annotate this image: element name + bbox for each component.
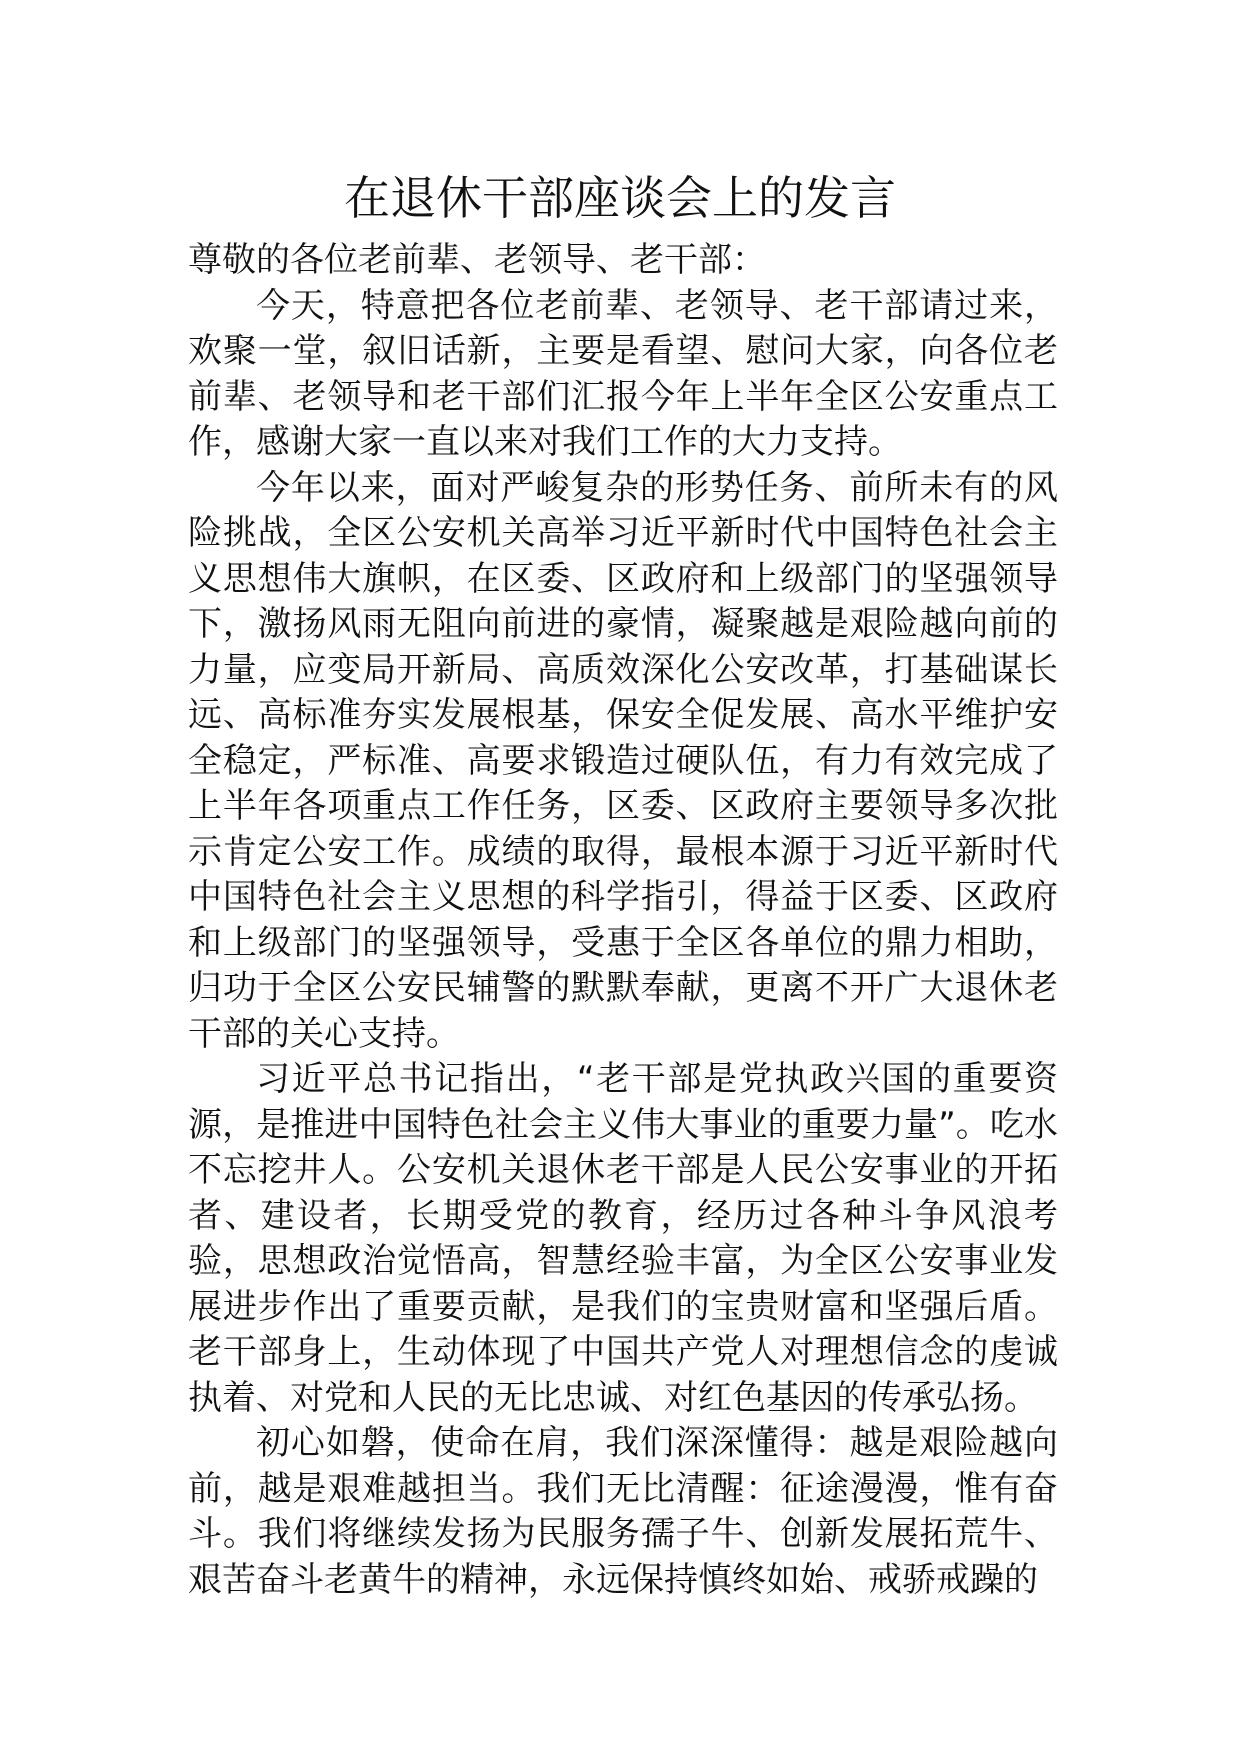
paragraph-opening: 今天，特意把各位老前辈、老领导、老干部请过来，欢聚一堂，叙旧话新，主要是看望、慰问大家，向各位老前辈、老领导和老干部们汇报今年上半年全区公安重点工作，感谢大家一直以来对我们工作的大力支持。 (188, 285, 1058, 462)
paragraph-veteran-cadres: 习近平总书记指出，“老干部是党执政兴国的重要资源，是推进中国特色社会主义伟大事业的重要力量”。吃水不忘挖井人。公安机关退休老干部是人民公安事业的开拓者、建设者，长期受党的教育，经历过各种斗争风浪考验，思想政治觉悟高，智慧经验丰富，为全区公安事业发展进步作出了重要贡献，是我们的宝贵财富和坚强后盾。老干部身上，生动体现了中国共产党人对理想信念的虔诚执着、对党和人民的无比忠诚、对红色基因的传承弘扬。 (188, 1059, 1058, 1418)
paragraph-achievements: 今年以来，面对严峻复杂的形势任务、前所未有的风险挑战，全区公安机关高举习近平新时代中国特色社会主义思想伟大旗帜，在区委、区政府和上级部门的坚强领导下，激扬风雨无阻向前进的豪情，凝聚越是艰险越向前的力量，应变局开新局、高质效深化公安改革，打基础谋长远、高标准夯实发展根基，保安全促发展、高水平维护安全稳定，严标准、高要求锻造过硬队伍，有力有效完成了上半年各项重点工作任务，区委、区政府主要领导多次批示肯定公安工作。成绩的取得，最根本源于习近平新时代中国特色社会主义思想的科学指引，得益于区委、区政府和上级部门的坚强领导，受惠于全区各单位的鼎力相助，归功于全区公安民辅警的默默奉献，更离不开广大退休老干部的关心支持。 (188, 467, 1058, 1054)
paragraph-mission: 初心如磐，使命在肩，我们深深懂得：越是艰险越向前，越是艰难越担当。我们无比清醒：征途漫漫，惟有奋斗。我们将继续发扬为民服务孺子牛、创新发展拓荒牛、艰苦奋斗老黄牛的精神，永远保持慎终如始、戒骄戒躁的 (188, 1423, 1058, 1600)
salutation: 尊敬的各位老前辈、老领导、老干部： (188, 240, 766, 280)
document-body (188, 238, 1058, 1603)
document-title: 在退休干部座谈会上的发言 (344, 171, 896, 225)
